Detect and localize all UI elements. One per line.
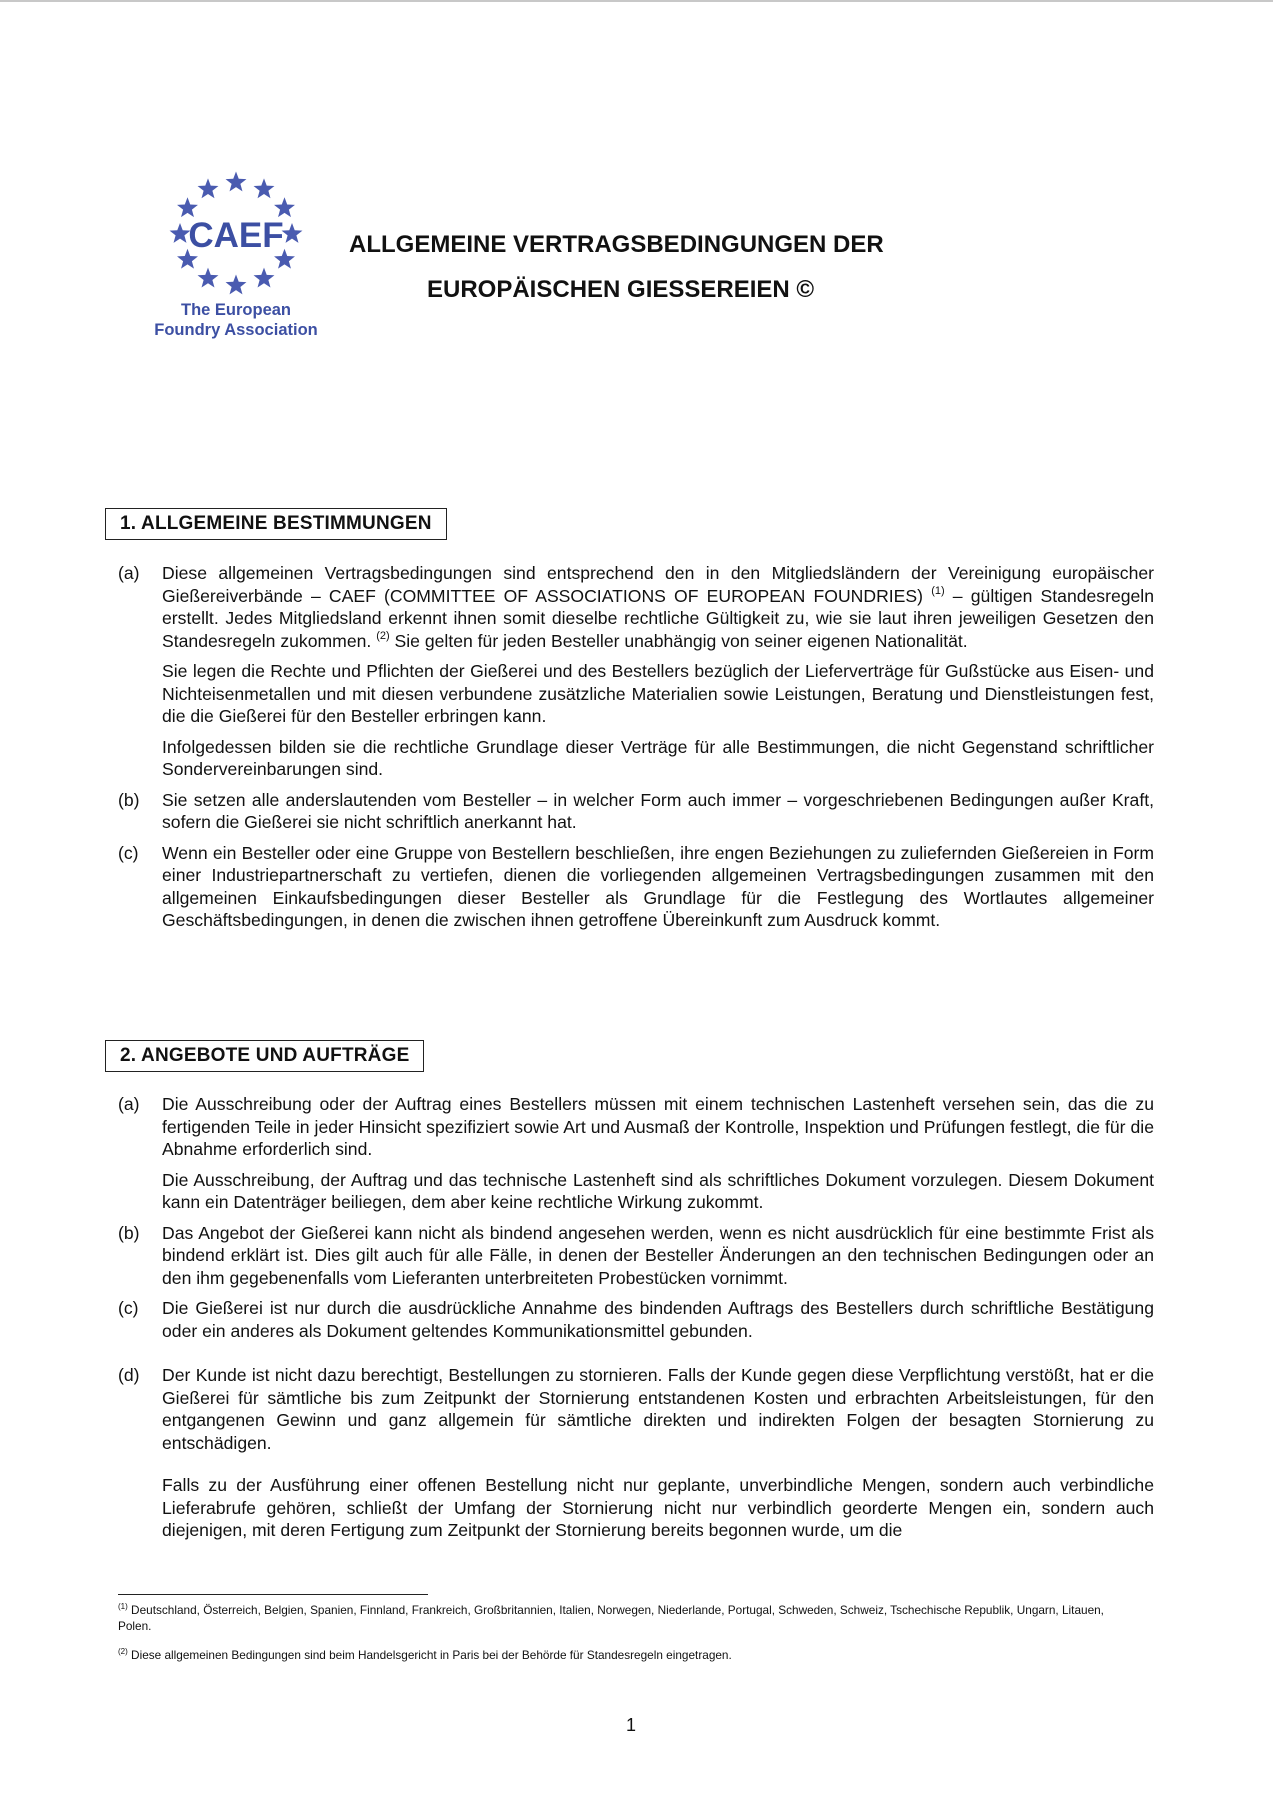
logo-caption [150, 300, 322, 340]
paragraph: Sie legen die Rechte und Pflichten der Gießerei und des Bestellers bezüglich der Lieferverträge für Gußstücke aus Eisen- und Nichteisenmetallen und mit diesen verbundene zusätzliche Materialien sowie Leistungen, Beratung und Dienstleistungen fest, die die Gießerei für den Besteller erbringen kann. [162, 661, 1154, 726]
item-label: (d) [118, 1365, 140, 1385]
star-icon [226, 275, 247, 295]
list-item [118, 1093, 1154, 1214]
star-icon [274, 197, 295, 217]
item-label: (a) [118, 1094, 140, 1114]
item-label: (c) [118, 1298, 139, 1318]
logo-caption-line2: Foundry Association [154, 321, 318, 339]
page-top-border [0, 0, 1273, 2]
footnote-ref-1: (1) [931, 584, 945, 597]
footnote-marker: (2) [118, 1647, 128, 1656]
list-item [118, 562, 1154, 781]
paragraph: Infolgedessen bilden sie die rechtliche Grundlage dieser Verträge für alle Bestimmungen, die nicht Gegenstand schriftlicher Sondervereinbarungen sind. [162, 736, 1154, 779]
document-title [300, 222, 990, 312]
section-1-body [118, 562, 1154, 932]
footnote-text: Deutschland, Österreich, Belgien, Spanien, Finnland, Frankreich, Großbritannien, Italien, Norwegen, Niederlande, Portugal, Schweden, Schweiz, Tschechische Republik, Ungarn, Litauen, Polen. [118, 1603, 1104, 1633]
title-line1: ALLGEMEINE VERTRAGSBEDINGUNGEN DER [349, 231, 884, 258]
paragraph: Die Gießerei ist nur durch die ausdrückliche Annahme des bindenden Auftrags des Bestellers durch schriftliche Bestätigung oder ein anderes als Dokument geltendes Kommunikationsmittel gebunden. [162, 1298, 1154, 1341]
star-icon [254, 268, 275, 288]
star-icon [198, 268, 219, 288]
star-ring-icon [150, 168, 322, 298]
footnote-divider [118, 1594, 428, 1595]
list-item [118, 1222, 1154, 1290]
paragraph: Wenn ein Besteller oder eine Gruppe von Bestellern beschließen, ihre engen Beziehungen zu zuliefernden Gießereien in Form einer Industriepartnerschaft zu vertiefen, dienen die vorliegenden allgemeinen Vertragsbedingungen zusammen mit den allgemeinen Einkaufsbedingungen dieser Besteller als Grundlage für die Festlegung des Wortlautes allgemeiner Geschäftsbedingungen, in denen die zwischen ihnen getroffene Übereinkunft zum Ausdruck kommt. [162, 842, 1154, 930]
logo-acronym: CAEF [188, 216, 284, 255]
title-line2: EUROPÄISCHEN GIESSEREIEN © [427, 276, 815, 303]
section-heading-2: 2. ANGEBOTE UND AUFTRÄGE [105, 1040, 424, 1072]
footnote-text: Diese allgemeinen Bedingungen sind beim Handelsgericht in Paris bei der Behörde für Standesregeln eingetragen. [127, 1648, 732, 1662]
list-item [118, 789, 1154, 834]
footnote-2 [118, 1647, 1118, 1663]
paragraph: Die Ausschreibung, der Auftrag und das technische Lastenheft sind als schriftliches Dokument vorzulegen. Diesem Dokument kann ein Datenträger beiliegen, dem aber keine rechtliche Wirkung zukommt. [162, 1169, 1154, 1212]
star-icon [177, 197, 198, 217]
list-item [118, 842, 1154, 932]
item-label: (b) [118, 1222, 140, 1243]
paragraph: Die Ausschreibung oder der Auftrag eines Bestellers müssen mit einem technischen Lastenheft versehen sein, das die zu fertigenden Teile in jeder Hinsicht spezifiziert sowie Art und Ausmaß der Kontrolle, Inspektion und Prüfungen festlegt, die für die Abnahme erforderlich sind. [162, 1094, 1154, 1159]
paragraph: Der Kunde ist nicht dazu berechtigt, Bestellungen zu stornieren. Falls der Kunde gegen diese Verpflichtung verstößt, hat er die Gießerei für sämtliche bis zum Zeitpunkt der Stornierung entstandenen Kosten und erbrachten Arbeitsleistungen, für den entgangenen Gewinn und ganz allgemein für sämtliche direkten und indirekten Folgen der besagten Stornierung zu entschädigen. [162, 1365, 1154, 1453]
list-item [118, 1297, 1154, 1342]
list-item [118, 1364, 1154, 1542]
paragraph: Diese allgemeinen Vertragsbedingungen sind entsprechend den in den Mitgliedsländern der Vereinigung europäischer Gießereiverbände – CAEF (COMMITTEE OF ASSOCIATIONS OF EUROPEAN FOUNDRIES) $^{(1)}$ – gültigen Standesregeln erstellt. Jedes Mitgliedsland erkennt ihnen somit dieselbe rechtliche Gültigkeit zu, wie sie laut ihren jeweiligen Gesetzen den Standesregeln zukommen. $^{(2)}$ Sie gelten für jeden Besteller unabhängig von seiner eigenen Nationalität. [162, 563, 1155, 651]
footnote-marker: (1) [118, 1602, 128, 1611]
item-label: (a) [118, 563, 140, 583]
star-icon [170, 223, 191, 243]
section-2-body [118, 1093, 1154, 1542]
paragraph: Das Angebot der Gießerei kann nicht als bindend angesehen werden, wenn es nicht ausdrücklich für eine bestimmte Frist als bindend erklärt ist. Dies gilt auch für alle Fälle, in denen der Besteller Änderungen an den technischen Bedingungen oder an den ihm gegebenenfalls vom Lieferanten unterbreiteten Probestücken vornimmt. [162, 1222, 1154, 1288]
item-label: (b) [118, 789, 140, 810]
paragraph: Sie setzen alle anderslautenden vom Besteller – in welcher Form auch immer – vorgeschriebenen Bedingungen außer Kraft, sofern die Gießerei sie nicht schriftlich anerkannt hat. [162, 789, 1154, 832]
item-label: (c) [118, 842, 139, 863]
footnote-ref-2: (2) [376, 629, 390, 642]
paragraph: Falls zu der Ausführung einer offenen Bestellung nicht nur geplante, unverbindliche Mengen, sondern auch verbindliche Lieferabrufe gehören, schließt der Umfang der Stornierung nicht nur verbindlich georderte Mengen ein, sondern auch diejenigen, mit deren Fertigung zum Zeitpunkt der Stornierung bereits begonnen wurde, um die [162, 1475, 1154, 1540]
caef-logo [150, 168, 322, 348]
star-icon [226, 171, 247, 191]
page-number: 1 [626, 1715, 637, 1735]
section-heading-1: 1. ALLGEMEINE BESTIMMUNGEN [105, 508, 447, 540]
star-icon [198, 178, 219, 198]
star-icon [254, 178, 275, 198]
logo-caption-line1: The European [180, 301, 291, 319]
footnote-1 [118, 1602, 1118, 1634]
